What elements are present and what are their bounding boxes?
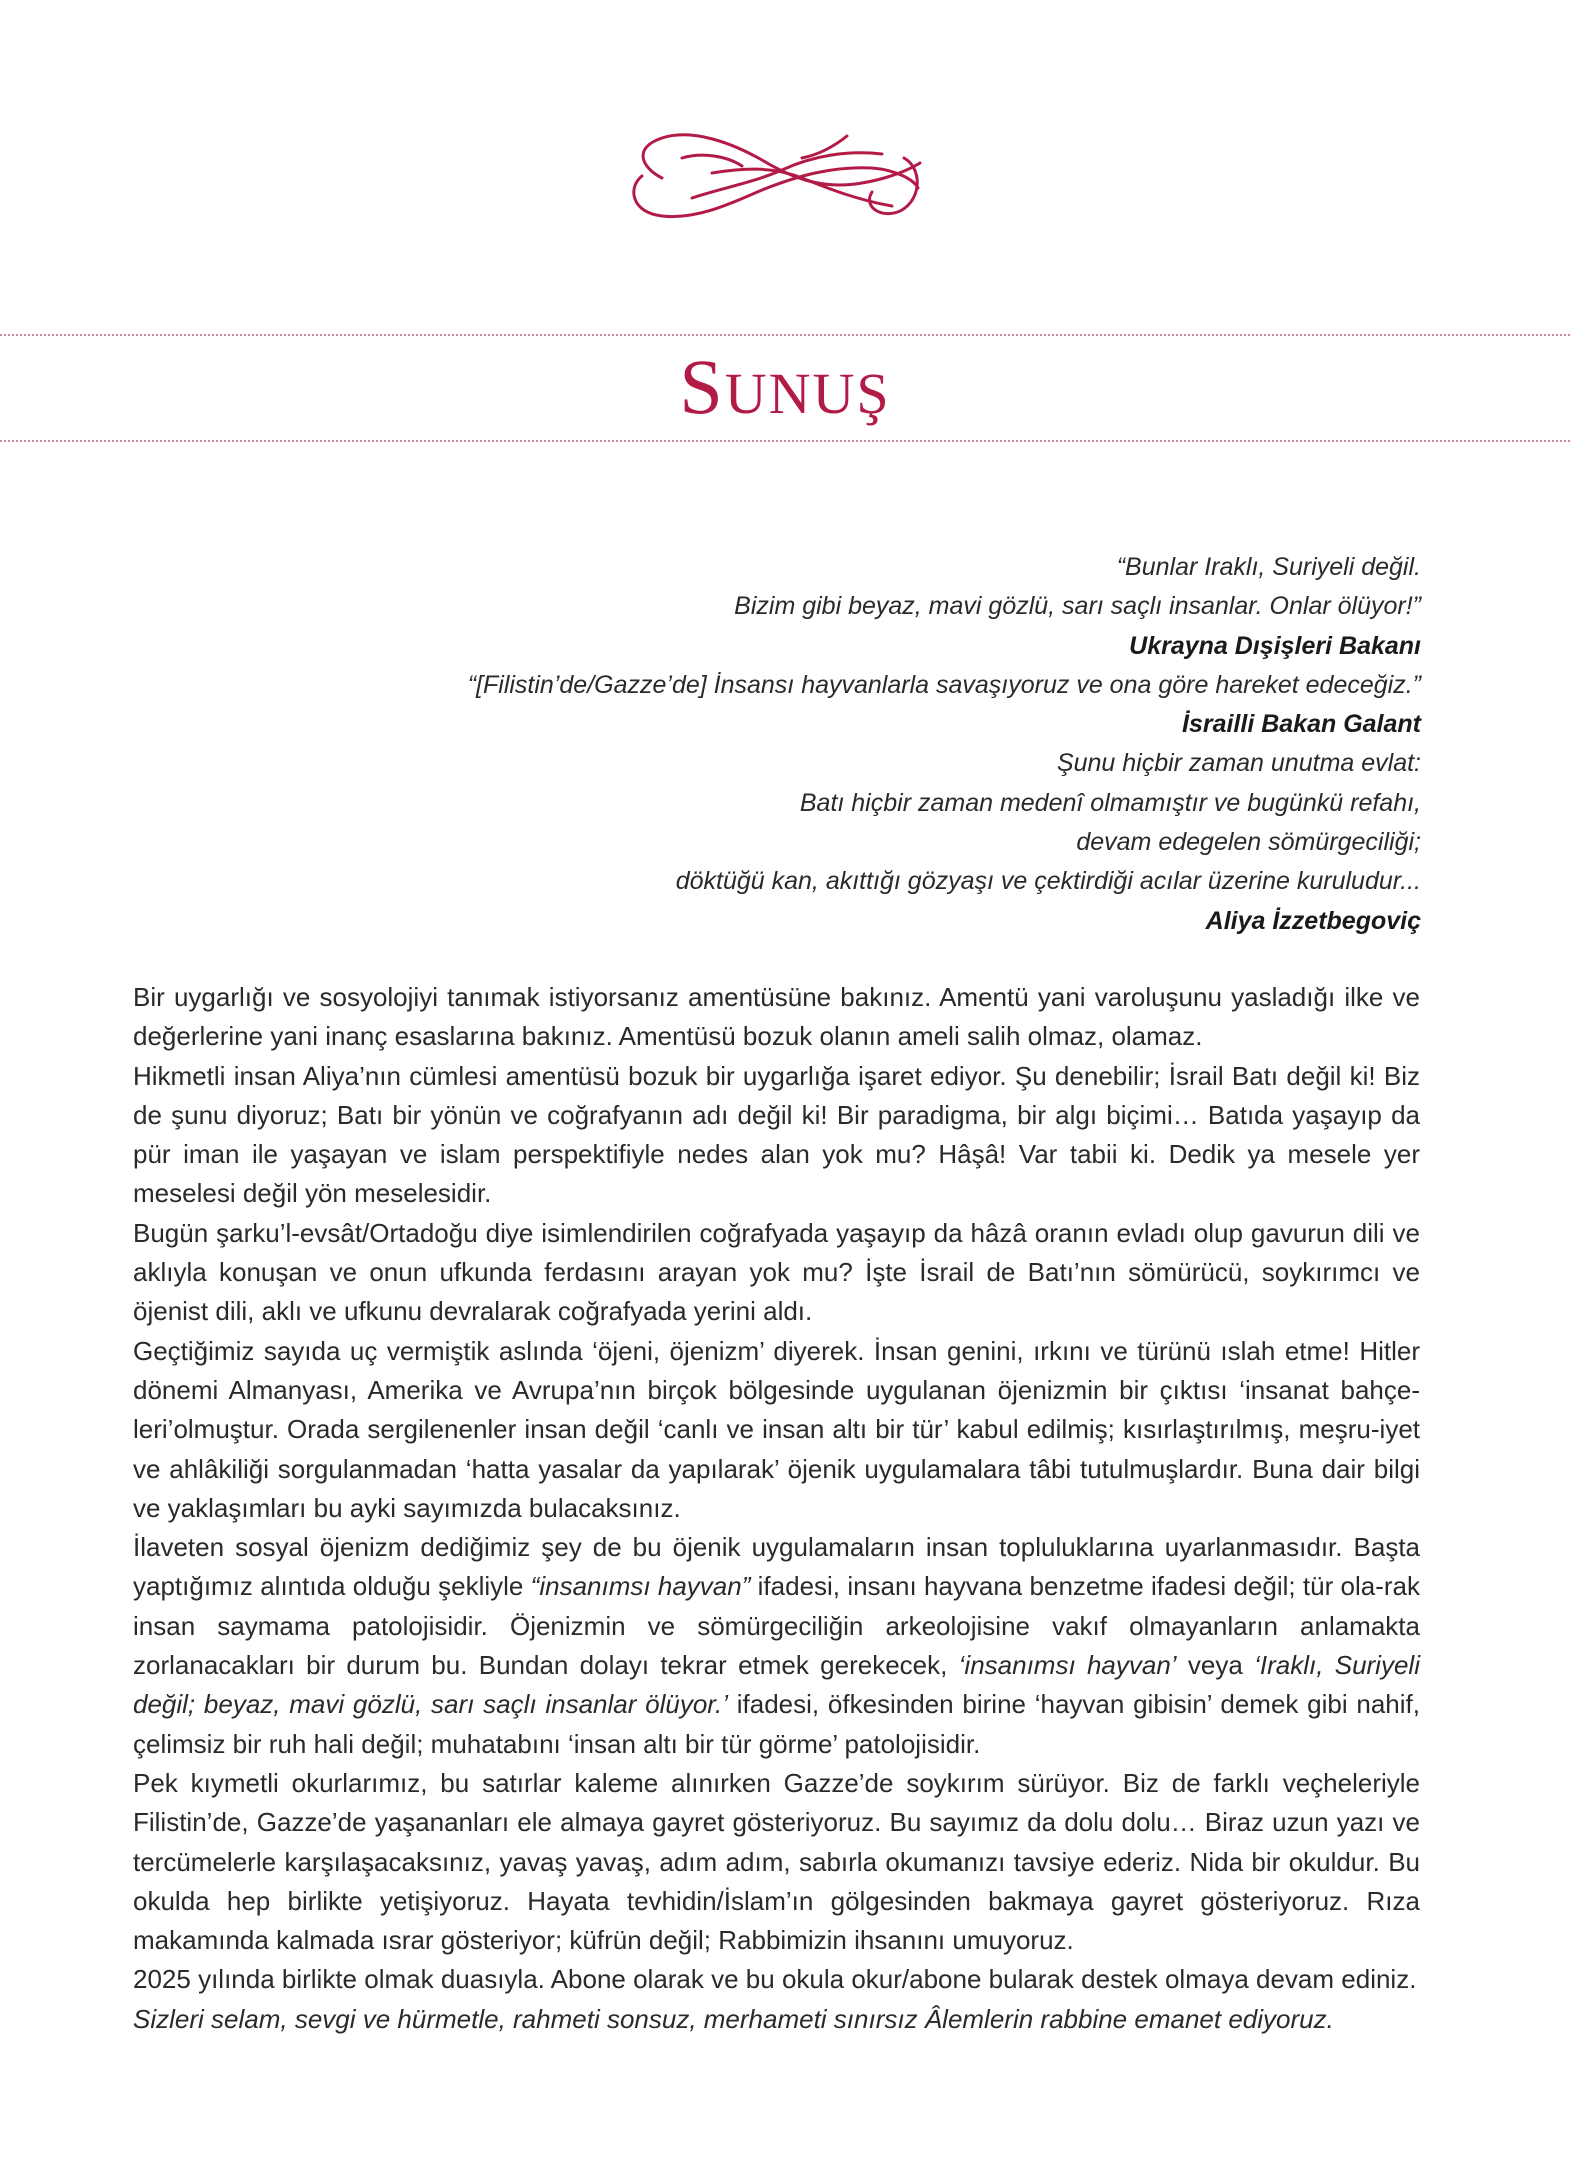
paragraph: Bugün şarku’l-evsât/Ortadoğu diye isimlendirilen coğrafyada yaşayıp da hâzâ oranın evladı olup gavurun dili ve aklıyla konuşan ve onun ufkunda ferdasını arayan yok mu? İşte İsrail de Batı’nın sömürücü, soykırımcı ve öjenist dili, aklı ve ufkunu devralarak coğrafyada yerini aldı. (133, 1217, 1420, 1327)
epigraph-attribution: İsrailli Bakan Galant (1182, 710, 1421, 739)
body-text (133, 978, 1420, 2039)
page-title-initial: S (679, 343, 725, 430)
paragraph-text: ifadesi, öfkesinden birine ‘hayvan gibisin’ demek gibi nahif, çelimsiz bir ruh hali değil; muhatabını ‘insan altı bir tür görme’ patolojisidir. (133, 1689, 1420, 1759)
paragraph: 2025 yılında birlikte olmak duasıyla. Abone olarak ve bu okula okur/abone bularak destek olmaya devam ediniz. (133, 1964, 1417, 1995)
paragraph: Geçtiğimiz sayıda uç vermiştik aslında ‘öjeni, öjenizm’ diyerek. İnsan genini, ırkını ve türünü ıslah etme! Hitler dönemi Almanyası, Amerika ve Avrupa’nın birçok bölgesinde uygulanan öjenizmin bir çıktısı ‘insanat bahçe-leri’olmuştur. Orada sergilenenler insan değil ‘canlı ve insan altı bir tür’ kabul edilmiş; kısırlaştırılmış, meşru-iyet ve ahlâkiliği sorgulanmadan ‘hatta yasalar da yapılarak’ öjenik uygulamalara tâbi tutulmuşlardır. Buna dair bilgi ve yaklaşımları bu ayki sayımızda bulacaksınız. (133, 1335, 1420, 1523)
paragraph: Pek kıymetli okurlarımız, bu satırlar kaleme alınırken Gazze’de soykırım sürüyor. Biz de farklı veçheleriyle Filistin’de, Gazze’de yaşananları ele almaya gayret gösteriyoruz. Bu sayımız da dolu dolu… Biraz uzun yazı ve tercümelerle karşılaşacaksınız, yavaş yavaş, adım adım, sabırla okumanızı tavsiye ederiz. Nida bir okuldur. Bu okulda hep birlikte yetişiyoruz. Hayata tevhidin/İslam’ın gölgesinden bakmaya gayret gösteriyoruz. Rıza makamında kalmada ısrar gösteriyor; küfrün değil; Rabbimizin ihsanını umuyoruz. (133, 1767, 1420, 1956)
epigraph-line: devam edegelen sömürgeciliği; (1076, 828, 1421, 857)
paragraph-text: ifadesi, insanı hayvana benzetme ifadesi değil; tür ola-rak insan saymama patolojisidir. Öjenizmin ve sömürgeciliğin arkeolojisine vakıf olmayanların anlamakta zorlanacakları bir durum bu. Bundan dolayı tekrar etmek gerekecek, (133, 1571, 1420, 1681)
epigraph (300, 548, 1421, 941)
epigraph-line: döktüğü kan, akıttığı gözyaşı ve çektirdiği acılar üzerine kuruludur... (675, 867, 1421, 896)
paragraph (133, 1528, 1420, 1764)
page-title (0, 344, 1570, 437)
epigraph-attribution: Aliya İzzetbegoviç (1205, 906, 1421, 935)
flourish-ornament-icon (622, 128, 928, 228)
paragraph-emphasis: ‘insanımsı hayvan’ (958, 1650, 1177, 1681)
epigraph-line: Batı hiçbir zaman medenî olmamıştır ve bugünkü refahı, (799, 788, 1421, 817)
paragraph-text: İlaveten sosyal öjenizm dediğimiz şey de bu öjenik uygulamaların insan topluluklarına uyarlanmasıdır. Başta yaptığımız alıntıda olduğu şekliyle (133, 1532, 1420, 1602)
epigraph-line: Bizim gibi beyaz, mavi gözlü, sarı saçlı insanlar. Onlar ölüyor!” (734, 592, 1421, 621)
epigraph-attribution: Ukrayna Dışişleri Bakanı (1129, 631, 1421, 660)
epigraph-line: Şunu hiçbir zaman unutma evlat: (1056, 749, 1421, 778)
paragraph: Bir uygarlığı ve sosyolojiyi tanımak istiyorsanız amentüsüne bakınız. Amentü yani varoluşunu yasladığı ilke ve değerlerine yani inanç esaslarına bakınız. Amentüsü bozuk olanın ameli salih olmaz, olamaz. (133, 982, 1420, 1052)
paragraph-emphasis: ‘Iraklı, Suriyeli değil; beyaz, mavi gözlü, sarı saçlı insanlar ölüyor.’ (133, 1650, 1420, 1720)
epigraph-line: “[Filistin’de/Gazze’de] İnsansı hayvanlarla savaşıyoruz ve ona göre hareket edeceğiz.” (467, 670, 1421, 699)
epigraph-line: “Bunlar Iraklı, Suriyeli değil. (1116, 553, 1421, 581)
paragraph-emphasis: “insanımsı hayvan” (530, 1571, 751, 1602)
title-bottom-rule (0, 440, 1570, 442)
title-top-rule (0, 334, 1570, 336)
paragraph: Hikmetli insan Aliya’nın cümlesi amentüsü bozuk bir uygarlığa işaret ediyor. Şu denebilir; İsrail Batı değil ki! Biz de şunu diyoruz; Batı bir yönün ve coğrafyanın adı değil ki! Bir paradigma, bir algı biçimi… Batıda yaşayıp da pür iman ile yaşayan ve islam perspektifiyle nedes alan yok mu? Hâşâ! Var tabii ki. Dedik ya mesele yer meselesi değil yön meselesidir. (133, 1060, 1420, 1209)
page-title-rest: UNUŞ (724, 361, 891, 426)
paragraph-text: veya (1176, 1650, 1255, 1681)
closing-paragraph: Sizleri selam, sevgi ve hürmetle, rahmeti sonsuz, merhameti sınırsız Âlemlerin rabbine emanet ediyoruz. (133, 2003, 1334, 2034)
